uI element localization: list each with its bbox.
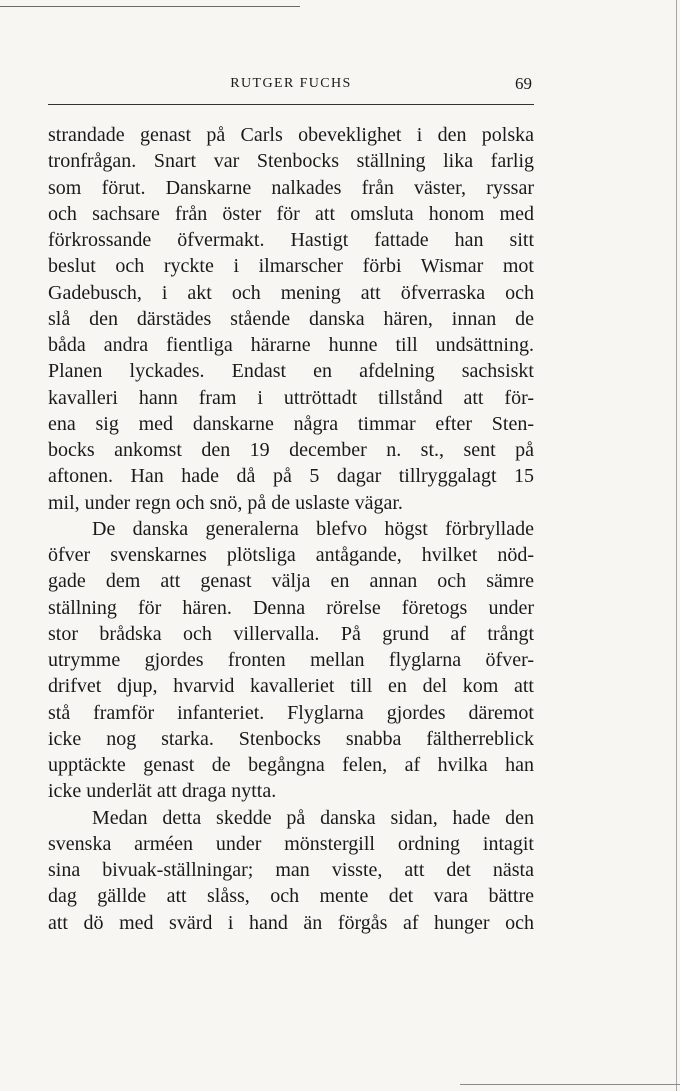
text-line: kavalleri hann fram i uttröttadt tillstånd att för- xyxy=(48,386,534,409)
text-line: aftonen. Han hade då på 5 dagar tillryggalagt 15 xyxy=(48,465,534,488)
text-line: att dö med svärd i hand än förgås af hunger och xyxy=(48,911,534,934)
text-line: som förut. Danskarne nalkades från väster, ryssar xyxy=(48,176,534,199)
text-line: Medan detta skedde på danska sidan, hade den xyxy=(92,806,534,829)
text-line: slå den därstädes stående danska hären, innan de xyxy=(48,307,534,330)
text-line: Planen lyckades. Endast en afdelning sachsiskt xyxy=(48,360,534,383)
book-page xyxy=(48,74,534,936)
text-line: utrymme gjordes fronten mellan flyglarna öfver- xyxy=(48,649,534,671)
text-line: icke underlät att draga nytta. xyxy=(48,780,277,803)
text-line: sina bivuak-ställningar; man visste, att det nästa xyxy=(48,859,534,881)
text-line: upptäckte genast de begångna felen, af hvilka han xyxy=(48,754,534,776)
text-line: ställning för hären. Denna rörelse företogs under xyxy=(48,596,534,619)
running-title: RUTGER FUCHS xyxy=(230,76,352,91)
text-line: bocks ankomst den 19 december n. st., sent på xyxy=(48,439,534,461)
text-line: förkrossande öfvermakt. Hastigt fattade han sitt xyxy=(48,229,534,251)
text-line: öfver svenskarnes plötsliga antågande, hvilket nöd- xyxy=(48,544,534,566)
text-line: mil, under regn och snö, på de uslaste vägar. xyxy=(48,491,403,514)
text-line: strandade genast på Carls obeveklighet i den polska xyxy=(48,124,534,146)
text-line: dag gällde att slåss, och mente det vara bättre xyxy=(48,885,534,908)
text-line: stå framför infanteriet. Flyglarna gjordes däremot xyxy=(48,701,534,724)
text-line: ena sig med danskarne några timmar efter Sten- xyxy=(48,412,534,435)
text-line: Gadebusch, i akt och mening att öfverraska och xyxy=(48,281,534,304)
text-line: båda andra fientliga härarne hunne till undsättning. xyxy=(48,334,534,356)
text-line: tronfrågan. Snart var Stenbocks ställning lika farlig xyxy=(48,150,534,173)
header-rule xyxy=(48,104,534,105)
paragraph xyxy=(48,516,534,805)
text-line: svenska arméen under mönstergill ordning intagit xyxy=(48,832,534,855)
text-line: och sachsare från öster för att omsluta honom med xyxy=(48,202,534,225)
body-text xyxy=(48,122,534,936)
text-line: icke nog starka. Stenbocks snabba fältherreblick xyxy=(48,727,534,750)
text-line: drifvet djup, hvarvid kavalleriet till en del kom att xyxy=(48,675,534,698)
paragraph xyxy=(48,122,534,516)
scan-edge-top xyxy=(0,6,300,7)
running-head xyxy=(48,74,534,100)
scan-edge-right xyxy=(676,0,677,1091)
paragraph xyxy=(48,805,534,936)
text-line: stor brådska och villervalla. På grund af trångt xyxy=(48,622,534,645)
scan-edge-bottom xyxy=(460,1084,680,1085)
text-line: gade dem att genast välja en annan och sämre xyxy=(48,570,534,593)
text-line: beslut och ryckte i ilmarscher förbi Wismar mot xyxy=(48,255,534,278)
page-number: 69 xyxy=(515,74,532,93)
text-line: De danska generalerna blefvo högst förbryllade xyxy=(92,517,534,540)
